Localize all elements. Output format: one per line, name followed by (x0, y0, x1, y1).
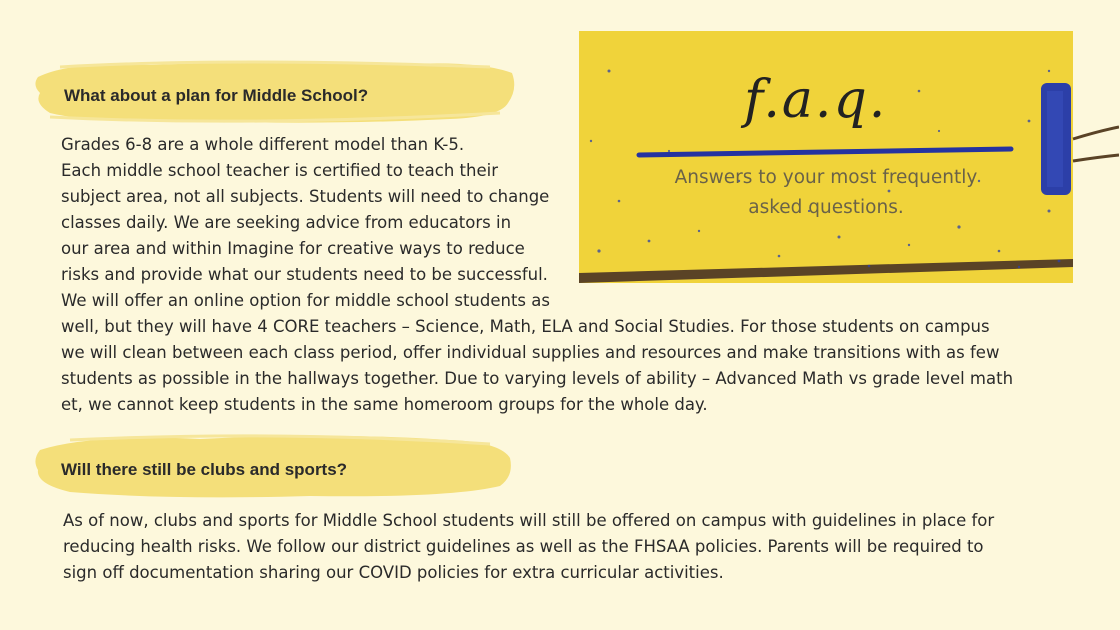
section1-paragraph (61, 132, 1013, 418)
section2-heading: Will there still be clubs and sports? (61, 460, 348, 479)
text-line: well, but they will have 4 CORE teachers – Science, Math, ELA and Social Studies. For those students on campus (61, 317, 990, 336)
section1-heading: What about a plan for Middle School? (64, 86, 369, 105)
text-line: sign off documentation sharing our COVID policies for extra curricular activities. (63, 563, 724, 582)
text-line: our area and within Imagine for creative ways to reduce (61, 239, 525, 258)
text-line: We will offer an online option for middle school students as (61, 291, 550, 310)
text-line: As of now, clubs and sports for Middle School students will still be offered on campus with guidelines in place for (63, 511, 995, 530)
text-line: reducing health risks. We follow our district guidelines as well as the FHSAA policies. Parents will be required to (63, 537, 984, 556)
text-line: we will clean between each class period, offer individual supplies and resources and make transitions with as few (61, 343, 1000, 362)
text-line: students as possible in the hallways together. Due to varying levels of ability – Advanced Math vs grade level math (61, 369, 1014, 388)
text-line: et, we cannot keep students in the same homeroom groups for the whole day. (61, 395, 708, 414)
text-line: subject area, not all subjects. Students will need to change (61, 187, 550, 206)
faq-title: f.a.q. (744, 70, 888, 130)
section2-paragraph (63, 508, 994, 586)
faq-subtitle-line1: Answers to your most frequently (674, 167, 978, 188)
faq-subtitle-line2: asked questions. (748, 197, 904, 218)
text-line: classes daily. We are seeking advice from educators in (61, 213, 512, 232)
text-line: Each middle school teacher is certified to teach their (61, 161, 498, 180)
text-line: Grades 6-8 are a whole different model than K-5. (61, 135, 465, 154)
text-line: risks and provide what our students need to be successful. (61, 265, 548, 284)
